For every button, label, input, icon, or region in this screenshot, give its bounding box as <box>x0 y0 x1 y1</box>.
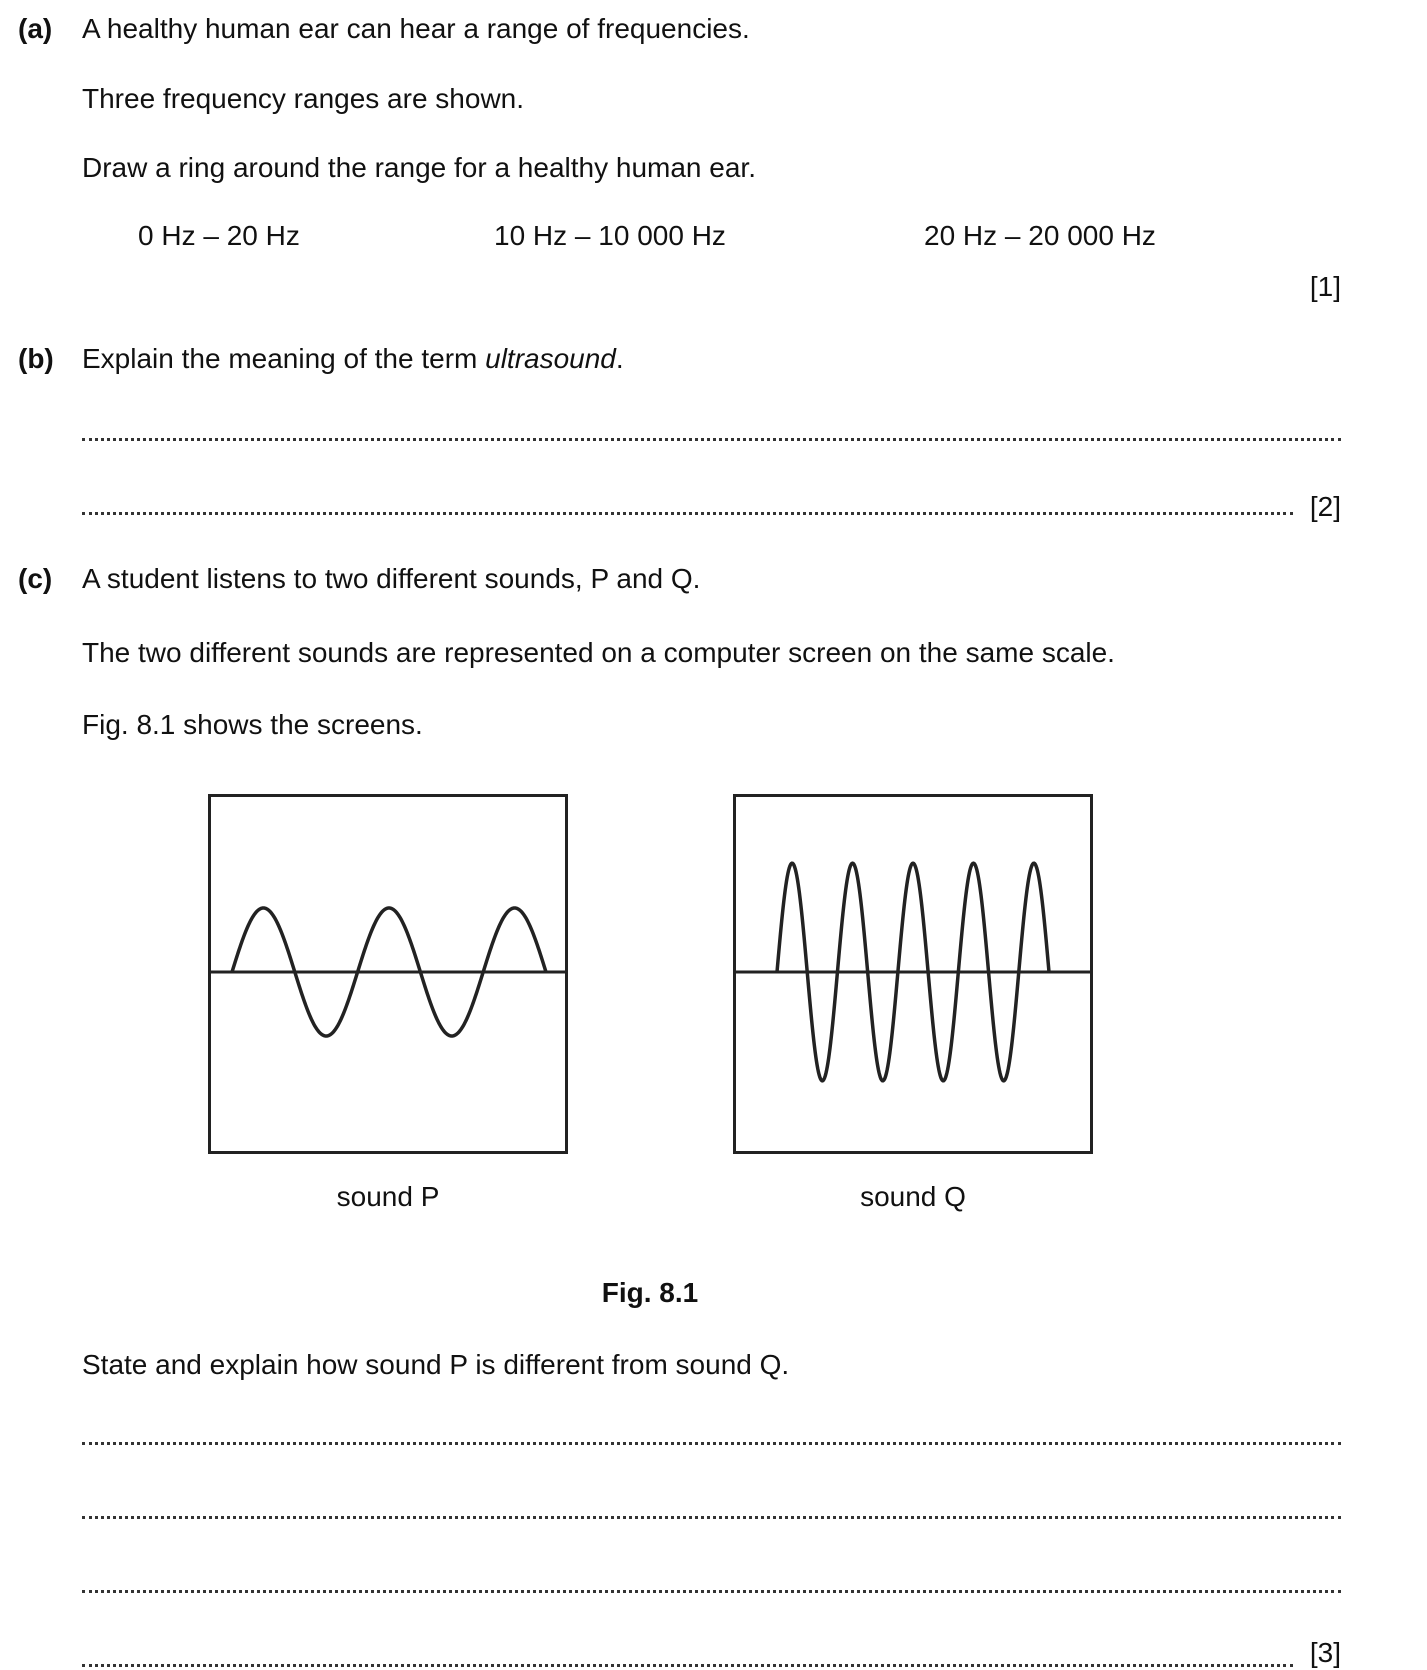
frequency-option-1[interactable]: 0 Hz – 20 Hz <box>138 220 300 251</box>
answer-line-b2[interactable] <box>82 512 1293 515</box>
part-c-text-1: A student listens to two different sounds, P and Q. <box>82 563 701 594</box>
part-b-label: (b) <box>18 343 54 374</box>
part-b-marks: [2] <box>1309 491 1341 522</box>
answer-line-b1[interactable] <box>82 438 1341 441</box>
part-c-text-2: The two different sounds are represented on a computer screen on the same scale. <box>82 637 1115 668</box>
part-b-text: Explain the meaning of the term ultrasound. <box>82 343 624 374</box>
part-a-text-3: Draw a ring around the range for a healthy human ear. <box>82 152 756 183</box>
frequency-option-3[interactable]: 20 Hz – 20 000 Hz <box>924 220 1156 251</box>
part-c-marks: [3] <box>1309 1637 1341 1668</box>
part-c-question: State and explain how sound P is different from sound Q. <box>82 1349 790 1380</box>
figure-label: Fig. 8.1 <box>601 1277 699 1308</box>
ultrasound-term: ultrasound <box>485 343 616 374</box>
part-c-text-3: Fig. 8.1 shows the screens. <box>82 709 423 740</box>
part-a-marks: [1] <box>1309 271 1341 302</box>
screen-sound-p <box>208 794 568 1154</box>
part-c-label: (c) <box>18 563 53 594</box>
caption-sound-q: sound Q <box>860 1181 966 1212</box>
part-a-text-2: Three frequency ranges are shown. <box>82 83 525 114</box>
caption-sound-p: sound P <box>336 1181 440 1212</box>
screen-sound-q <box>733 794 1093 1154</box>
part-a-text-1: A healthy human ear can hear a range of frequencies. <box>82 13 750 44</box>
answer-line-c2[interactable] <box>82 1516 1341 1519</box>
answer-line-c3[interactable] <box>82 1590 1341 1593</box>
answer-line-c1[interactable] <box>82 1442 1341 1445</box>
answer-line-c4[interactable] <box>82 1664 1293 1667</box>
part-a-label: (a) <box>18 13 53 44</box>
frequency-option-2[interactable]: 10 Hz – 10 000 Hz <box>494 220 726 251</box>
